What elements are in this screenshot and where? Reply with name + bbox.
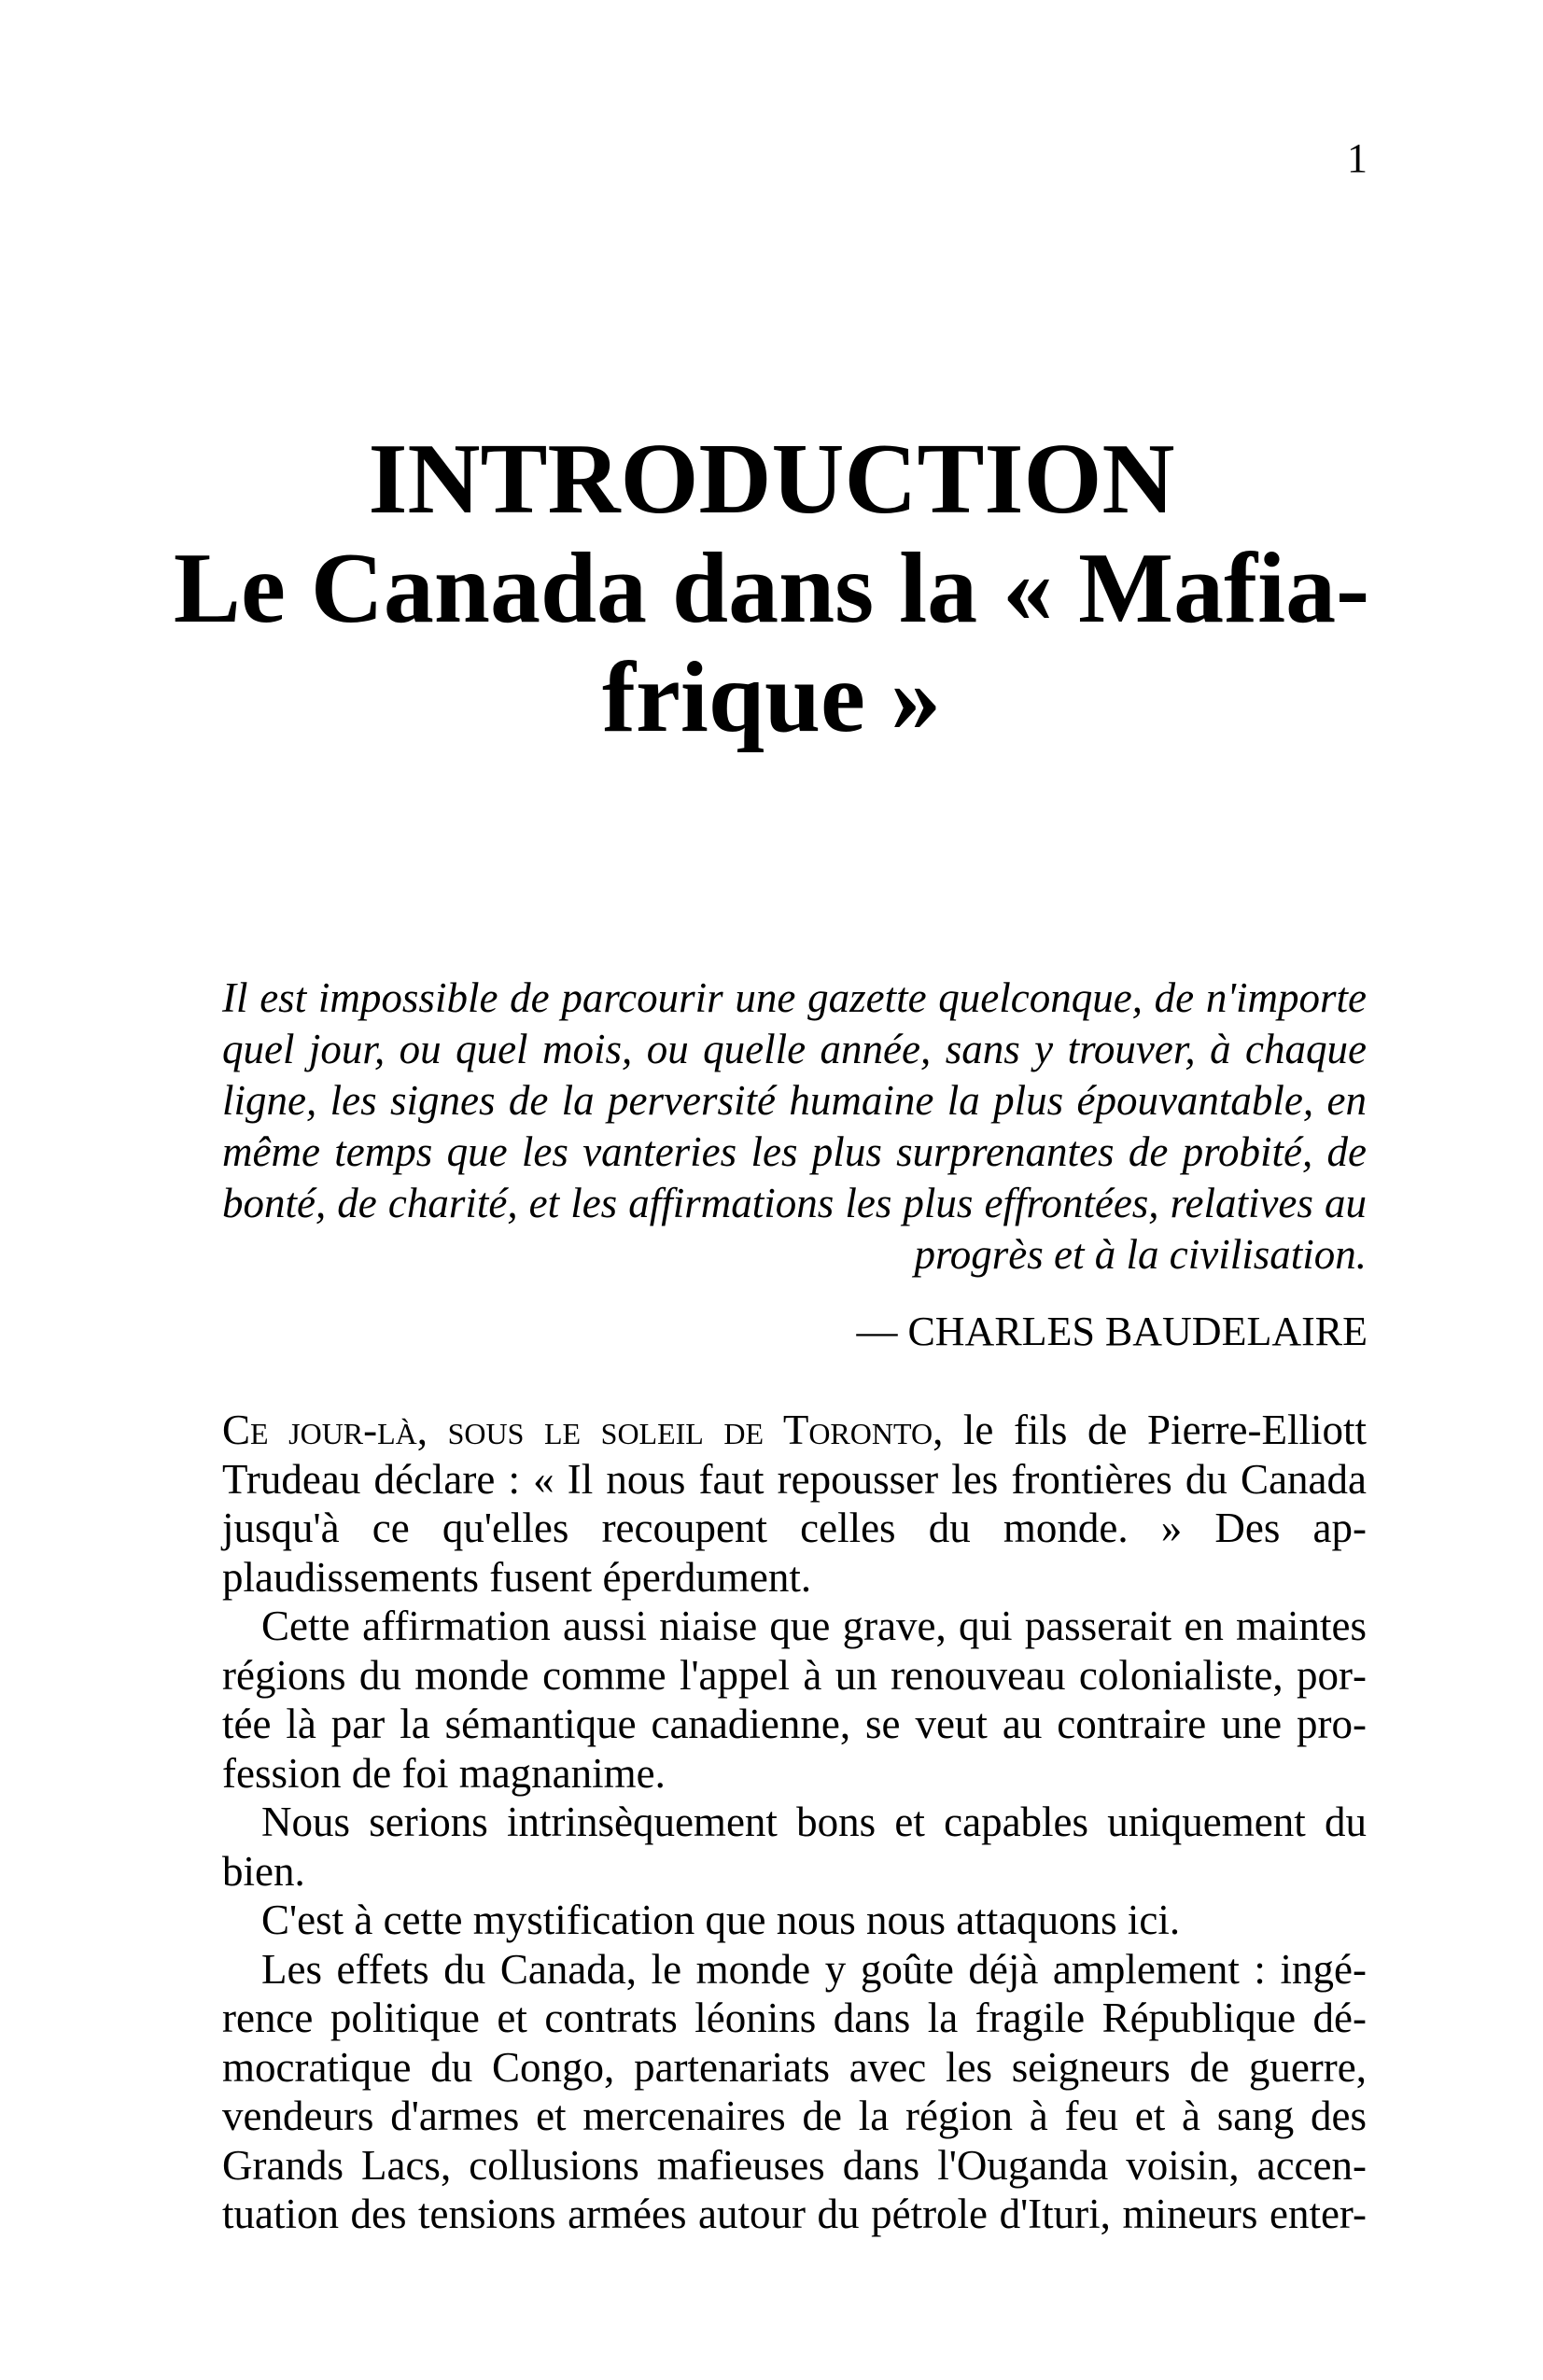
chapter-title — [0, 425, 1543, 752]
opening-small-caps: Ce jour-là, sous le soleil de Toronto, — [222, 1407, 944, 1453]
paragraph-2: Cette affirmation aussi niaise que grave, qui passerait en maintes régions du monde comme l'appel à un renouveau colonialiste, portée là par la sémantique canadienne, se veut au contraire une profession de foi magnanime. — [222, 1603, 1367, 1797]
paragraph-3: Nous serions intrinsèquement bons et capables uniquement du bien. — [222, 1799, 1367, 1895]
paragraph-1-text: le fils de Pierre-Elliott Trudeau déclare : « Il nous faut repousser les frontières du Canada jusqu'à ce qu'elles recoupent celles du monde. » Des applaudissements fusent éperdument. — [222, 1407, 1367, 1601]
epigraph-author: — CHARLES BAUDELAIRE — [856, 1309, 1368, 1354]
paragraph-1 — [222, 1406, 1367, 1602]
paragraph-5: Les effets du Canada, le monde y goûte déjà amplement : ingérence politique et contrats léonins dans la fragile République démocratique du Congo, partenariats avec les seigneurs de guerre, vendeurs d'armes et mercenaires de la région à feu et à sang des Grands Lacs, collusions mafieuses dans l'Ouganda voisin, accentuation des tensions armées autour du pétrole d'Ituri, mineurs enter- — [222, 1945, 1367, 2237]
chapter-title-line-3: frique » — [602, 642, 941, 753]
epigraph-quote: Il est impossible de parcourir une gazette quelconque, de n'importe quel jour, ou quel mois, ou quelle année, sans y trouver, à chaque ligne, les signes de la perversité humaine la plus épouvantable, en même temps que les vanteries les plus surprenantes de probité, de bonté, de charité, et les affirmations les plus effrontées, relatives au progrès et à la civilisation. — [222, 974, 1367, 1278]
page-number: 1 — [1347, 135, 1368, 181]
chapter-title-line-1: INTRODUCTION — [368, 424, 1175, 535]
chapter-title-line-2: Le Canada dans la « Mafia- — [173, 533, 1370, 644]
paragraph-4: C'est à cette mystification que nous nous attaquons ici. — [261, 1897, 1181, 1943]
body-text — [222, 1406, 1367, 2239]
